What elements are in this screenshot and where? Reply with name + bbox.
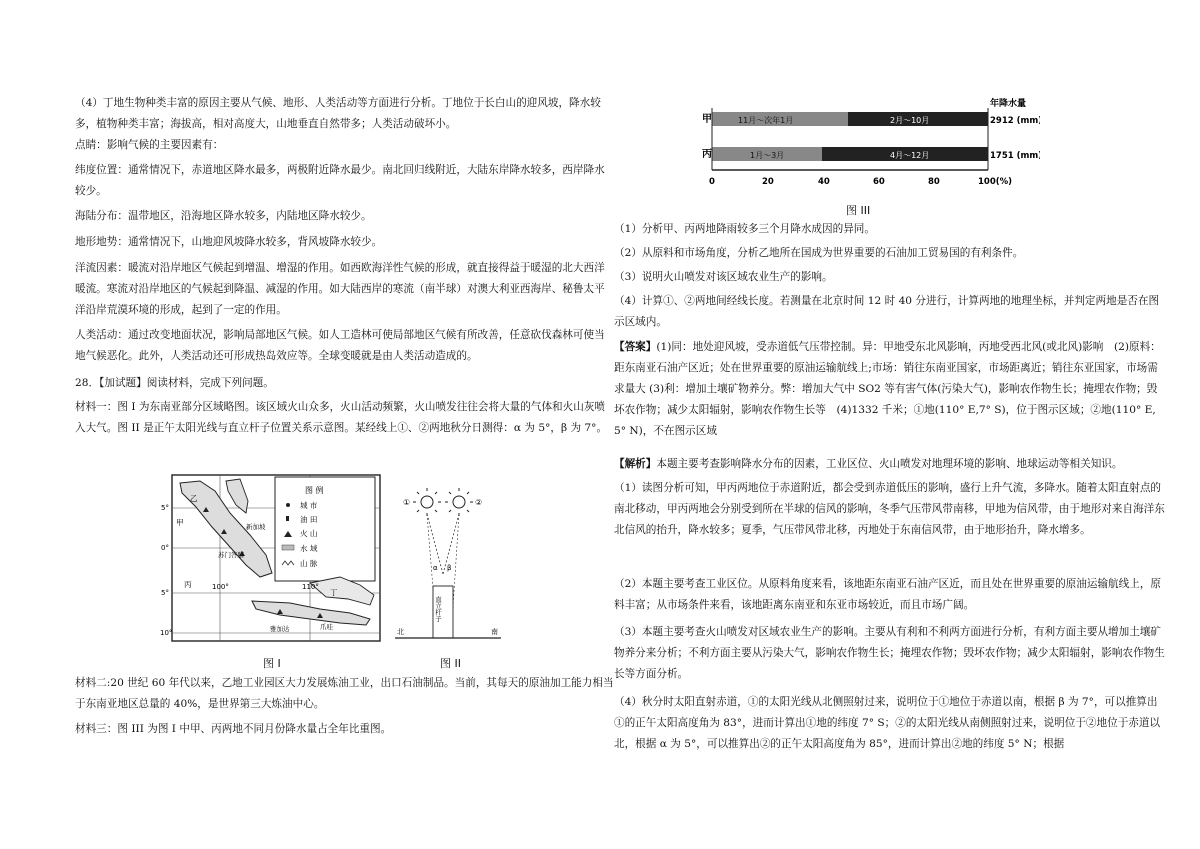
sun-diagram-svg bbox=[393, 488, 503, 648]
lat-label-5n: 5° bbox=[161, 504, 169, 512]
analysis-text: 本题主要考查影响降水分布的因素，工业区位、火山喷发对地理环境的影响、地球运动等相关知识。 bbox=[656, 458, 1123, 470]
legend-mountain: 山 脉 bbox=[300, 559, 318, 568]
bar-title: 年降水量 bbox=[990, 99, 1027, 109]
map-label-bing: 丙 bbox=[184, 580, 192, 589]
paragraph-human-activity: 人类活动：通过改变地面状况，影响局部地区气候。如人工造林可使局部地区气候有所改善，任意砍伐森林可使当地气候恶化。此外，人类活动还可形成热岛效应等。全球变暖就是由人类活动造成的。 bbox=[75, 329, 605, 362]
tick-20: 20 bbox=[762, 177, 774, 187]
paragraph-latitude: 纬度位置：通常情况下，赤道地区降水最多，两极附近降水最少。南北回归线附近，大陆东岸降水较多，西岸降水较少。 bbox=[75, 164, 605, 197]
bar-bing-seg2-label: 4月～12月 bbox=[890, 151, 930, 160]
paragraph-ocean-current: 洋流因素：暖流对沿岸地区气候起到增温、增湿的作用。如西欧海洋性气候的形成，就直接得益于暖湿的北大西洋暖流。寒流对沿岸地区的气候起到降温、减湿的作用。如大陆西岸的寒流（南半球）对澳大利亚西海岸、秘鲁太平洋沿岸荒漠环境的形成，起到了一定的作用。 bbox=[75, 262, 605, 316]
paragraph-material-3: 材料三：图 III 为图 I 中甲、丙两地不同月份降水量占全年比重图。 bbox=[75, 723, 392, 735]
figure-2-caption: 图 II bbox=[440, 657, 461, 670]
paragraph-q4-analysis: （4）丁地生物种类丰富的原因主要从气候、地形、人类活动等方面进行分析。丁地位于长白山的迎风坡，降水较多，植物种类丰富；海拔高，相对高度大，山地垂直自然带多；人类活动破坏小。 bbox=[75, 97, 601, 130]
map-label-jia: 甲 bbox=[176, 518, 184, 527]
question-1: （1）分析甲、丙两地降雨较多三个月降水成因的异同。 bbox=[614, 223, 875, 235]
bar-row-bing-name: 丙 bbox=[702, 149, 712, 160]
tick-100: 100(%) bbox=[978, 177, 1013, 187]
angle-alpha: α bbox=[433, 564, 438, 572]
analysis-3: （3）本题主要考查火山喷发对区域农业生产的影响。主要从有利和不利两方面进行分析，有利方面主要从增加土壤矿物养分来分析；不利方面主要从污染大气，影响农作物生长；掩埋农作物；毁坏农作物；减少太阳辐射，影响农作物生长等方面分析。 bbox=[614, 626, 1165, 680]
bar-row-jia-name: 甲 bbox=[702, 114, 712, 125]
tick-60: 60 bbox=[873, 177, 885, 187]
paragraph-land-sea: 海陆分布：温带地区，沿海地区降水较多，内陆地区降水较少。 bbox=[75, 210, 372, 222]
paragraph-material-1: 材料一：图 I 为东南亚部分区域略图。该区域火山众多，火山活动频繁，火山喷发往往会将大量的气体和火山灰喷入大气。图 II 是正午太阳光线与直立杆子位置关系示意图。某经线上①、②两地秋分日测得：α 为 5°，β 为 7°。 bbox=[75, 401, 608, 434]
bar-jia-total: 2912 (mm) bbox=[990, 116, 1040, 126]
bar-bing-seg1-label: 1月～3月 bbox=[750, 151, 785, 160]
analysis-2: （2）本题主要考查工业区位。从原料角度来看，该地距东南亚石油产区近，而且处在世界重要的原油运输航线上，原料丰富；从市场条件来看，该地距离东南亚和东亚市场较近，而且市场广阔。 bbox=[614, 578, 1162, 611]
lon-label-110: 110° bbox=[302, 583, 319, 591]
sun-label-1: ① bbox=[403, 498, 411, 507]
lon-label-100: 100° bbox=[212, 583, 229, 591]
direction-north: 北 bbox=[397, 628, 404, 636]
question-4: （4）计算①、②两地间经线长度。若测量在北京时间 12 时 40 分进行，计算两地的地理坐标，并判定两地是否在图示区域内。 bbox=[614, 295, 1160, 328]
tick-40: 40 bbox=[818, 177, 830, 187]
answer-block bbox=[614, 337, 1166, 442]
analysis-1: （1）读图分析可知，甲丙两地位于赤道附近，都会受到赤道低压的影响，盛行上升气流，多降水。随着太阳直射点的南北移动，甲丙两地会分别受到所在半球的信风的影响，冬季气压带风带南移，甲地为信风带，由于地形对来自海洋东北信风的抬升，降水较多；夏季，气压带风带北移，丙地处于东南信风带，由于地形抬升，降水增多。 bbox=[614, 482, 1165, 536]
tick-80: 80 bbox=[928, 177, 940, 187]
paragraph-question-28: 28．【加试题】阅读材料，完成下列问题。 bbox=[75, 377, 274, 389]
legend-water: 水 域 bbox=[300, 544, 318, 553]
paragraph-material-2: 材料二:20 世纪 60 年代以来，乙地工业园区大力发展炼油工业，出口石油制品。当前，其每天的原油加工能力相当于东南亚地区总量的 40%，是世界第三大炼油中心。 bbox=[75, 677, 614, 710]
map-label-java: 爪哇 bbox=[320, 623, 333, 631]
answer-text: (1)同：地处迎风坡，受赤道低气压带控制。异：甲地受东北风影响，丙地受西北风(或北风)影响 (2)原料：距东南亚石油产区近；处在世界重要的原油运输航线上;市场：销往东南亚国家，市场距离近；销往东亚国家，市场需求量大 (3)利：增加土壤矿物养分。弊：增加大气中 SO2 等有害气体(污染大气)，影响农作物生长；掩埋农作物；毁坏农作物；减少太阳辐射，影响农作物生长等 (4)1332 千米；①地(110° E,7° S)，位于图示区域；②地(110° E,5° N)，不在图示区域 bbox=[614, 341, 1161, 437]
answer-label: 【答案】 bbox=[614, 341, 657, 353]
bar-jia-seg2-label: 2月～10月 bbox=[890, 116, 930, 125]
figure-2-diagram bbox=[393, 488, 503, 648]
bar-jia-seg1-label: 11月～次年1月 bbox=[738, 116, 794, 125]
legend-volcano: 火 山 bbox=[300, 529, 318, 538]
bar-chart-svg bbox=[700, 96, 1040, 192]
sun-label-2: ② bbox=[475, 498, 483, 507]
question-2: （2）从原料和市场角度，分析乙地所在国成为世界重要的石油加工贸易国的有利条件。 bbox=[614, 247, 1024, 259]
map-label-sumatra: 苏门答腊 bbox=[218, 551, 244, 559]
map-label-ding: 丁 bbox=[330, 588, 338, 597]
map-label-yi: 乙 bbox=[190, 494, 198, 503]
analysis-4: （4）秋分时太阳直射赤道，①的太阳光线从北侧照射过来，说明位于①地位于赤道以南，根据 β 为 7°，可以推算出①的正午太阳高度角为 83°，进而计算出①地的纬度 7° S；②的太阳光线从南侧照射过来，说明位于②地位于赤道以北，根据 α 为 5°，可以推算出②的正午太阳高度角为 85°，进而计算出②地的纬度 5° N；根据 bbox=[614, 696, 1161, 750]
figure-1-map bbox=[160, 473, 382, 645]
map-svg bbox=[160, 473, 382, 645]
map-label-jakarta: 雅加达 bbox=[270, 625, 290, 633]
pole-label: 直立杆子 bbox=[434, 596, 442, 622]
lat-label-5s: 5° bbox=[161, 589, 169, 597]
figure-3-bar-chart bbox=[700, 96, 1040, 192]
question-3: （3）说明火山喷发对该区域农业生产的影响。 bbox=[614, 271, 833, 283]
lat-label-0: 0° bbox=[161, 544, 169, 552]
legend-oilfield: 油 田 bbox=[300, 515, 318, 524]
angle-beta: β bbox=[447, 564, 452, 572]
legend-city: 城 市 bbox=[300, 501, 318, 510]
bar-bing-total: 1751 (mm) bbox=[990, 151, 1040, 161]
direction-south: 南 bbox=[491, 628, 498, 636]
paragraph-terrain: 地形地势：通常情况下，山地迎风坡降水较多，背风坡降水较少。 bbox=[75, 236, 383, 248]
legend-title: 图 例 bbox=[305, 486, 324, 495]
lat-label-10s: 10° bbox=[160, 629, 173, 637]
map-label-singapore: 新加坡 bbox=[246, 523, 266, 531]
analysis-label: 【解析】 bbox=[614, 458, 657, 470]
analysis-block bbox=[614, 454, 1166, 475]
figure-3-caption: 图 III bbox=[846, 204, 871, 217]
tick-0: 0 bbox=[709, 177, 715, 187]
figure-1-caption: 图 I bbox=[263, 657, 281, 670]
paragraph-tip-heading: 点睛：影响气候的主要因素有： bbox=[75, 139, 224, 151]
